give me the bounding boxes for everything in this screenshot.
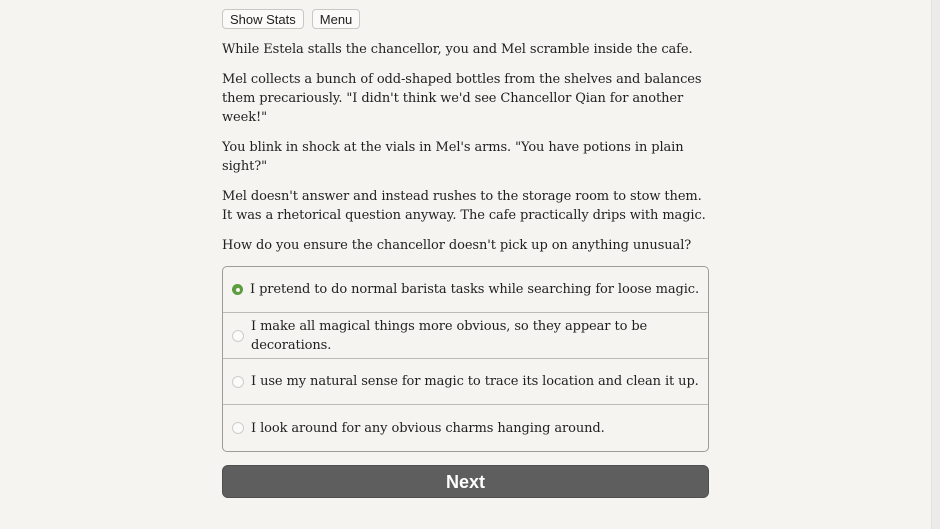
menu-button[interactable]: Menu — [312, 9, 361, 29]
radio-unselected-icon[interactable] — [232, 376, 244, 388]
radio-unselected-icon[interactable] — [232, 330, 244, 342]
show-stats-button[interactable]: Show Stats — [222, 9, 304, 29]
choice-option-4[interactable] — [223, 405, 708, 451]
scrollbar[interactable] — [931, 0, 940, 529]
choice-prompt: How do you ensure the chancellor doesn't pick up on anything unusual? — [222, 238, 692, 253]
passage-paragraph: Mel collects a bunch of odd-shaped bottles from the shelves and balances them precariously. "I didn't think we'd see Chancellor Qian for another week!" — [222, 72, 702, 125]
choice-option-2[interactable] — [223, 313, 708, 359]
choice-label: I use my natural sense for magic to trace its location and clean it up. — [251, 374, 699, 389]
passage-paragraph: While Estela stalls the chancellor, you and Mel scramble inside the cafe. — [222, 42, 693, 57]
choice-option-3[interactable] — [223, 359, 708, 405]
next-button[interactable]: Next — [222, 465, 709, 498]
story-passage — [222, 40, 709, 255]
top-toolbar — [222, 9, 709, 29]
choice-list — [222, 266, 709, 452]
radio-selected-icon[interactable] — [232, 284, 243, 295]
choice-label: I make all magical things more obvious, so they appear to be decorations. — [251, 318, 648, 353]
radio-unselected-icon[interactable] — [232, 422, 244, 434]
passage-paragraph: You blink in shock at the vials in Mel's arms. "You have potions in plain sight?" — [222, 140, 684, 174]
choice-label: I pretend to do normal barista tasks while searching for loose magic. — [250, 282, 700, 297]
choice-option-1[interactable] — [223, 267, 708, 313]
passage-paragraph: Mel doesn't answer and instead rushes to the storage room to stow them. It was a rhetorical question anyway. The cafe practically drips with magic. — [222, 189, 706, 223]
game-content — [222, 9, 709, 498]
choice-label: I look around for any obvious charms hanging around. — [251, 420, 605, 436]
